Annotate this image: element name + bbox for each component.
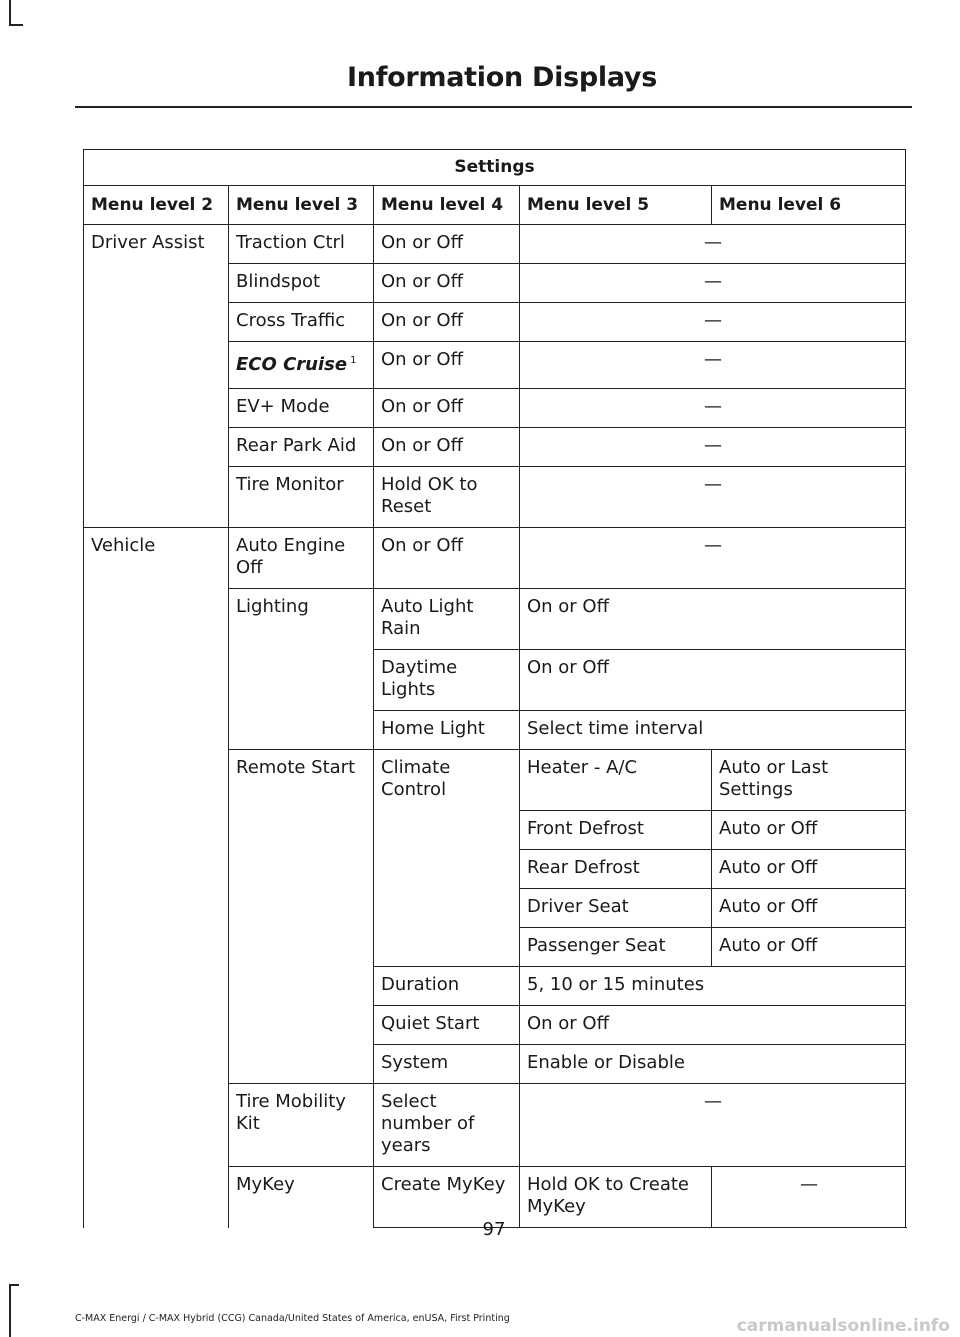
table-caption: Settings xyxy=(84,150,906,186)
menu-level-4-cell: On or Off xyxy=(374,264,520,303)
menu-level-3-cell: Tire Mobility Kit xyxy=(229,1084,374,1167)
empty-level-dash: — xyxy=(520,1084,906,1167)
menu-level-4-cell: On or Off xyxy=(374,389,520,428)
menu-level-4-cell: Auto Light Rain xyxy=(374,589,520,650)
menu-level-4-cell: Hold OK to Reset xyxy=(374,467,520,528)
menu-level-4-cell: System xyxy=(374,1045,520,1084)
menu-level-3-cell: Blindspot xyxy=(229,264,374,303)
menu-level-6-cell: Auto or Off xyxy=(712,889,906,928)
empty-level-dash: — xyxy=(520,303,906,342)
menu-level-4-cell: Daytime Lights xyxy=(374,650,520,711)
menu-level-5-cell: 5, 10 or 15 minutes xyxy=(520,967,906,1006)
empty-level-dash: — xyxy=(520,225,906,264)
menu-level-4-climate-control: Climate Control xyxy=(374,750,520,967)
empty-level-dash: — xyxy=(520,428,906,467)
settings-table xyxy=(83,149,906,1228)
page-number: 97 xyxy=(482,1219,506,1240)
menu-level-6-cell: Auto or Off xyxy=(712,811,906,850)
menu-level-4-cell: Quiet Start xyxy=(374,1006,520,1045)
menu-level-5-cell: Select time interval xyxy=(520,711,906,750)
eco-cruise-label: ECO Cruise xyxy=(236,354,348,375)
menu-level-5-cell: On or Off xyxy=(520,1006,906,1045)
table-row xyxy=(84,225,906,264)
menu-level-3-cell: Auto Engine Off xyxy=(229,528,374,589)
column-header: Menu level 6 xyxy=(712,186,906,225)
menu-level-5-cell: Heater - A/C xyxy=(520,750,712,811)
menu-level-3-cell: Traction Ctrl xyxy=(229,225,374,264)
menu-level-4-cell: On or Off xyxy=(374,225,520,264)
column-header: Menu level 2 xyxy=(84,186,229,225)
empty-level-dash: — xyxy=(520,264,906,303)
menu-level-3-cell: Create MyKey xyxy=(374,1167,520,1228)
crop-mark-top-left-h xyxy=(9,24,23,26)
title-rule xyxy=(75,106,912,108)
menu-level-3-remote-start: Remote Start xyxy=(229,750,374,1084)
menu-level-3-cell xyxy=(229,342,374,389)
menu-level-2-driver-assist: Driver Assist xyxy=(84,225,229,528)
menu-level-5-cell: Passenger Seat xyxy=(520,928,712,967)
empty-level-dash: — xyxy=(520,467,906,528)
menu-level-5-cell: On or Off xyxy=(520,650,906,711)
table-header-row xyxy=(84,186,906,225)
menu-level-3-cell: Rear Park Aid xyxy=(229,428,374,467)
menu-level-2-vehicle: Vehicle xyxy=(84,528,229,1228)
empty-level-dash: — xyxy=(520,528,906,589)
menu-level-3-cell: Tire Monitor xyxy=(229,467,374,528)
menu-level-4-cell: Select number of years xyxy=(374,1084,520,1167)
watermark: carmanualsonline.info xyxy=(736,1316,950,1336)
menu-level-4-cell: On or Off xyxy=(374,528,520,589)
edition-footer: C-MAX Energi / C-MAX Hybrid (CCG) Canada/United States of America, enUSA, First Printing xyxy=(75,1313,510,1324)
menu-level-6-cell: Auto or Last Settings xyxy=(712,750,906,811)
menu-level-3-lighting: Lighting xyxy=(229,589,374,750)
menu-level-5-cell: Enable or Disable xyxy=(520,1045,906,1084)
menu-level-3-cell: EV+ Mode xyxy=(229,389,374,428)
column-header: Menu level 3 xyxy=(229,186,374,225)
menu-level-6-cell: Auto or Off xyxy=(712,850,906,889)
menu-level-4-cell: Home Light xyxy=(374,711,520,750)
menu-level-5-cell: Front Defrost xyxy=(520,811,712,850)
column-header: Menu level 5 xyxy=(520,186,712,225)
menu-level-5-cell: Rear Defrost xyxy=(520,850,712,889)
menu-level-5-cell: Driver Seat xyxy=(520,889,712,928)
table-caption-row xyxy=(84,150,906,186)
page-title: Information Displays xyxy=(347,62,657,93)
crop-mark-bottom-left-h xyxy=(9,1284,19,1286)
menu-level-2-mykey: MyKey xyxy=(229,1167,374,1228)
table-row xyxy=(84,528,906,589)
menu-level-6-cell: Auto or Off xyxy=(712,928,906,967)
menu-level-4-cell: On or Off xyxy=(374,303,520,342)
empty-level-dash: — xyxy=(712,1167,906,1228)
menu-level-4-cell: Hold OK to Create MyKey xyxy=(520,1167,712,1228)
crop-mark-top-left-v xyxy=(9,0,11,26)
menu-level-4-cell: On or Off xyxy=(374,342,520,389)
empty-level-dash: — xyxy=(520,389,906,428)
column-header: Menu level 4 xyxy=(374,186,520,225)
menu-level-4-cell: On or Off xyxy=(374,428,520,467)
footnote-marker: 1 xyxy=(350,355,357,366)
crop-mark-bottom-left-v xyxy=(9,1284,11,1337)
menu-level-4-cell: Duration xyxy=(374,967,520,1006)
menu-level-3-cell: Cross Traffic xyxy=(229,303,374,342)
empty-level-dash: — xyxy=(520,342,906,389)
menu-level-5-cell: On or Off xyxy=(520,589,906,650)
